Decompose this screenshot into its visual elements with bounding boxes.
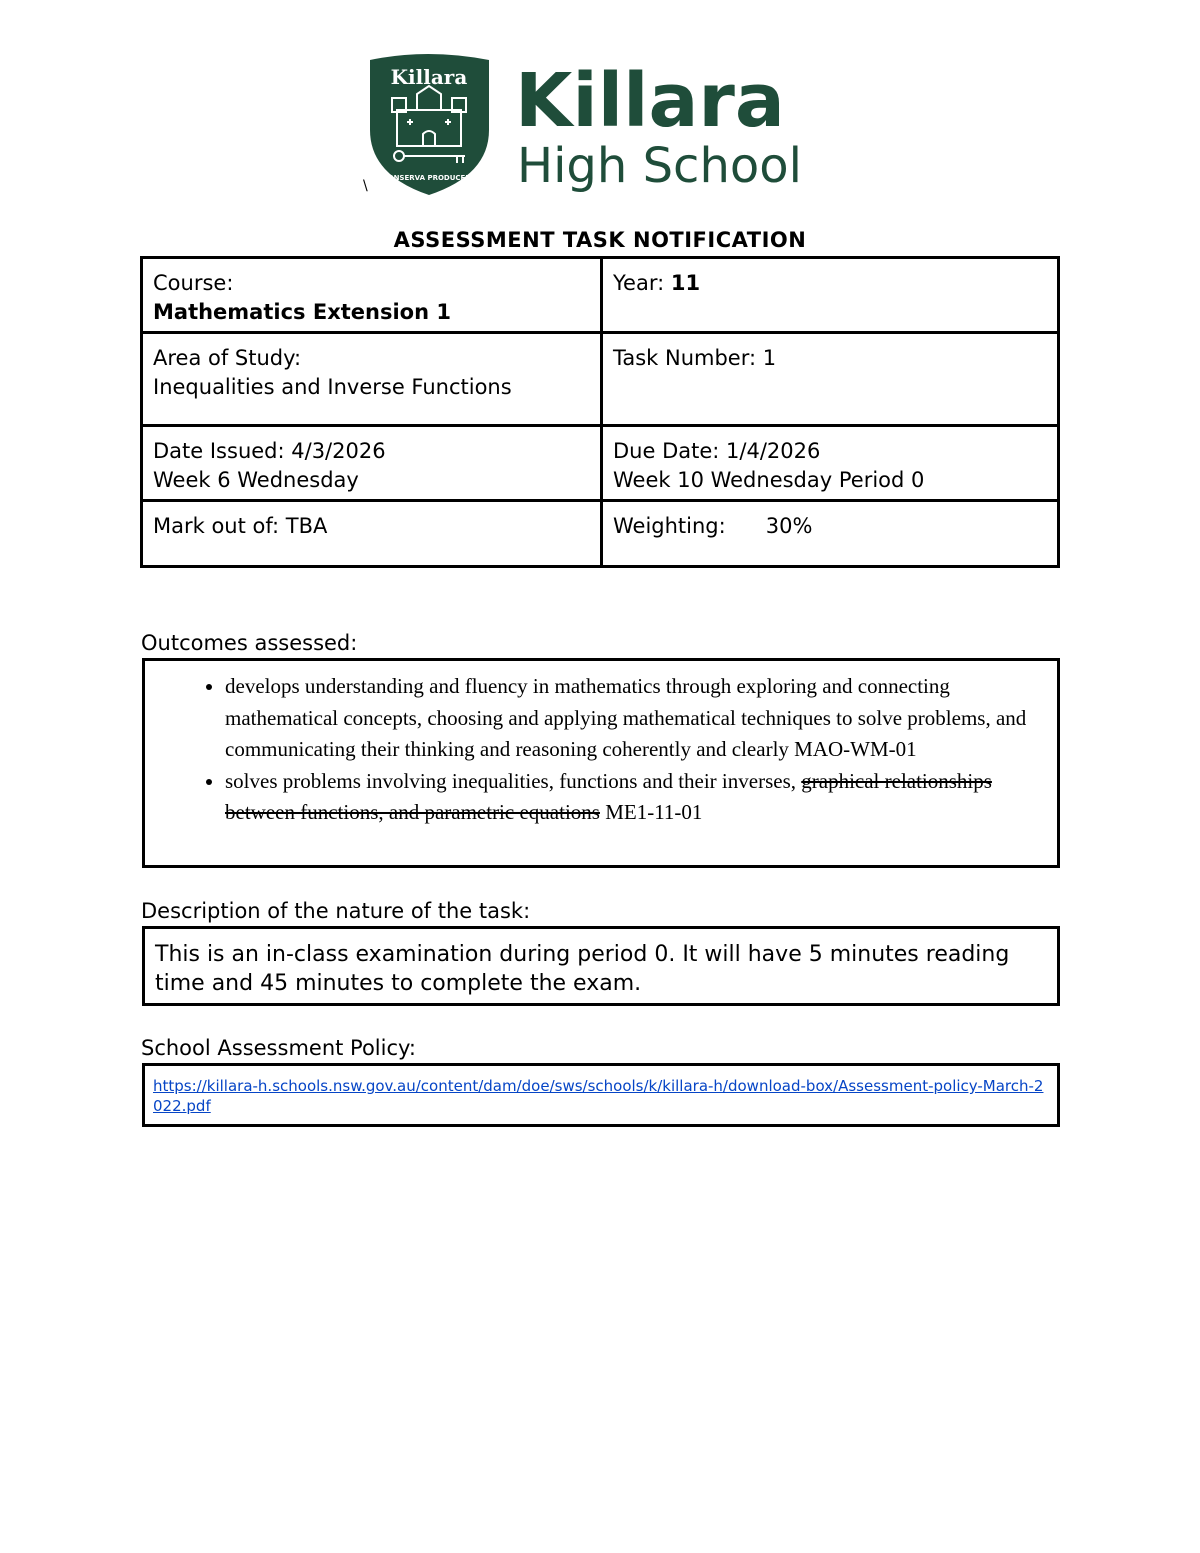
outcome-text: solves problems involving inequalities, functions and their inverses, bbox=[225, 768, 802, 793]
page-title: ASSESSMENT TASK NOTIFICATION bbox=[393, 228, 807, 252]
outcomes-box bbox=[142, 658, 1060, 868]
weighting-cell bbox=[602, 501, 1059, 567]
year-value: 11 bbox=[670, 271, 701, 295]
course-value: Mathematics Extension 1 bbox=[153, 300, 451, 324]
crest-motto: CONSERVA PRODUCERE bbox=[382, 174, 476, 182]
date-issued: Date Issued: 4/3/2026 bbox=[153, 439, 386, 463]
description-text: This is an in-class examination during period 0. It will have 5 minutes reading time and 45 minutes to complete the exam. bbox=[155, 942, 1010, 996]
outcome-item bbox=[225, 766, 1037, 829]
stray-mark: \ bbox=[363, 178, 368, 194]
outcomes-label: Outcomes assessed: bbox=[141, 631, 358, 655]
logo-name-line2: High School bbox=[517, 138, 802, 194]
course-label: Course: bbox=[153, 271, 234, 295]
description-box bbox=[142, 926, 1060, 1006]
area-label: Area of Study: bbox=[153, 346, 302, 370]
outcome-struck-text: graphical relationships between functions, and parametric equations bbox=[225, 768, 992, 824]
weighting-label: Weighting: bbox=[613, 514, 726, 538]
mark-cell bbox=[142, 501, 602, 567]
task-info-table bbox=[140, 256, 1060, 568]
policy-box bbox=[142, 1063, 1060, 1127]
policy-label: School Assessment Policy: bbox=[141, 1036, 416, 1060]
task-number: Task Number: 1 bbox=[613, 346, 777, 370]
task-number-cell bbox=[602, 333, 1059, 426]
outcome-code: ME1-11-01 bbox=[599, 800, 703, 824]
crest-text: Killara bbox=[390, 65, 468, 89]
outcome-item: • develops understanding and fluency in mathematics through exploring and connecting mathematical concepts, choosing and applying mathematical techniques to solve problems, and communicating their thinking and reasoning coherently and clearly MAO-WM-01 bbox=[225, 671, 1037, 766]
issued-week: Week 6 Wednesday bbox=[153, 468, 359, 492]
due-week: Week 10 Wednesday Period 0 bbox=[613, 468, 925, 492]
due-date: Due Date: 1/4/2026 bbox=[613, 439, 821, 463]
weighting-value: 30% bbox=[765, 514, 813, 538]
year-cell bbox=[602, 258, 1059, 333]
logo-name-line1: Killara bbox=[515, 58, 785, 144]
mark-out-of: Mark out of: TBA bbox=[153, 514, 328, 538]
year-label: Year: bbox=[613, 271, 671, 295]
policy-link[interactable]: https://killara-h.schools.nsw.gov.au/content/dam/doe/sws/schools/k/killara-h/download-box/Assessment-policy-March-2022.pdf bbox=[153, 1077, 1044, 1115]
description-label: Description of the nature of the task: bbox=[141, 899, 531, 923]
due-date-cell bbox=[602, 426, 1059, 501]
outcomes-list bbox=[145, 671, 1037, 829]
area-cell bbox=[142, 333, 602, 426]
date-issued-cell bbox=[142, 426, 602, 501]
area-value: Inequalities and Inverse Functions bbox=[153, 375, 512, 399]
course-cell bbox=[142, 258, 602, 333]
school-logo bbox=[367, 50, 847, 200]
